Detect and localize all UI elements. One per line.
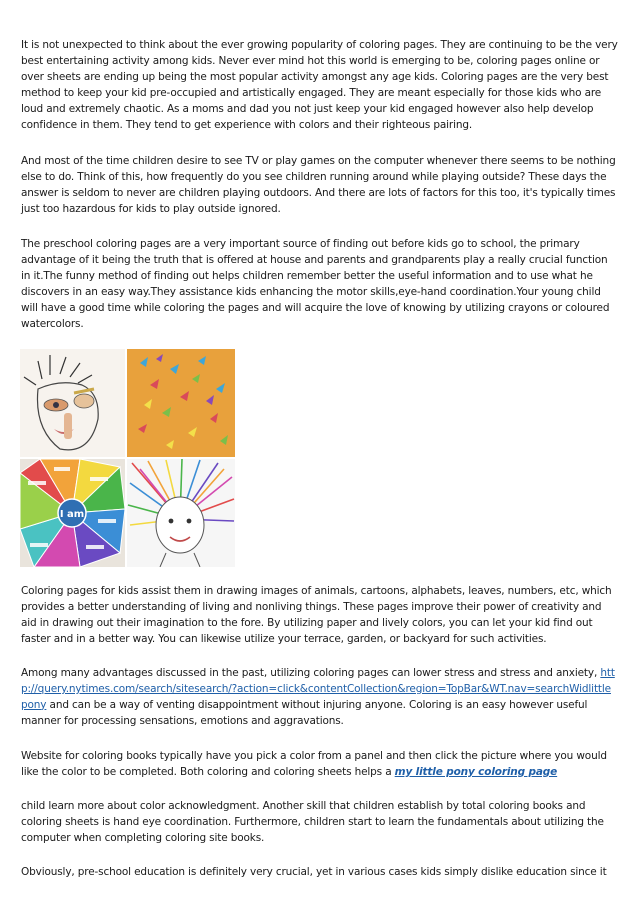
paragraph-5-text-start: Among many advantages discussed in the past, utilizing coloring pages can lower stress and stress and anxiety, xyxy=(21,667,601,679)
paragraph-3: The preschool coloring pages are a very important source of finding out before kids go to school, the primary advantage of it being the truth that is offered at house and parents and grandparents play a really crucial function in it.The funny method of finding out helps children remember better the useful information and to use what he discovers in an easy way.They assistance kids enhancing the motor skills,eye-hand coordination.Your young child will have a good time while coloring the pages and will acquire the love of knowing by utilizing crayons or coloured watercolors. xyxy=(21,238,610,330)
paragraph-2: And most of the time children desire to see TV or play games on the computer whenever there seems to be nothing else to do. Think of this, how frequently do you see children running around while playing outside? These days the answer is seldom to never are children playing outdoors. And there are lots of factors for this too, it's typically times just too hazardous for kids to play outside ignored. xyxy=(21,155,616,215)
paragraph-4: Coloring pages for kids assist them in drawing images of animals, cartoons, alphabets, leaves, numbers, etc, which provides a better understanding of living and nonliving things. These pages improve their power of creativity and aid in drawing out their imagination to the fore. By utilizing paper and lively colors, you can let your kid find out faster and in a better way. You can likewise utilize your terrace, garden, or backyard for such activities. xyxy=(21,585,612,645)
i-am-wheel-panel xyxy=(20,459,125,567)
paragraph-6-text: Website for coloring books typically have you pick a color from a panel and then click the picture where you would like the color to be completed. Both coloring and coloring sheets helps a xyxy=(21,750,607,778)
coloring-collage-image xyxy=(20,349,235,567)
wheel-center-label: I am xyxy=(59,509,85,520)
butterflies-panel xyxy=(127,349,235,457)
paragraph-6 xyxy=(21,749,618,781)
nytimes-search-link[interactable]: http://query.nytimes.com/search/sitesearch/?action=click&contentCollection&region=TopBar&WT.nav=searchWidlittle pony xyxy=(21,667,615,711)
paragraph-8: Obviously, pre-school education is definitely very crucial, yet in various cases kids simply dislike education since it xyxy=(21,866,607,878)
my-little-pony-coloring-page-link[interactable]: my little pony coloring page xyxy=(394,765,558,778)
face-drawing-panel xyxy=(20,349,125,457)
rainbow-hair-portrait-panel xyxy=(127,459,235,567)
paragraph-7: child learn more about color acknowledgment. Another skill that children establish by total coloring books and coloring sheets is hand eye coordination. Furthermore, children start to learn the fundamentals about utilizing the computer when completing coloring site books. xyxy=(21,800,604,844)
paragraph-5 xyxy=(21,666,618,730)
paragraph-1: It is not unexpected to think about the ever growing popularity of coloring pages. They are continuing to be the very best entertaining activity among kids. Never ever mind hot this world is emerging to be, coloring pages online or over sheets are ending up being the most popular activity amongst any age kids. Coloring pages are the very best method to keep your kid pre-occupied and artistically engaged. They are meant especially for those kids who are loud and extremely chaotic. As a moms and dad you not just keep your kid engaged however also help develop confidence in them. They tend to get experience with colors and their righteous pairing. xyxy=(21,39,618,131)
paragraph-5-text-end: and can be a way of venting disappointment without injuring anyone. Coloring is an easy however useful manner for processing sensations, emotions and aggravations. xyxy=(21,698,588,727)
